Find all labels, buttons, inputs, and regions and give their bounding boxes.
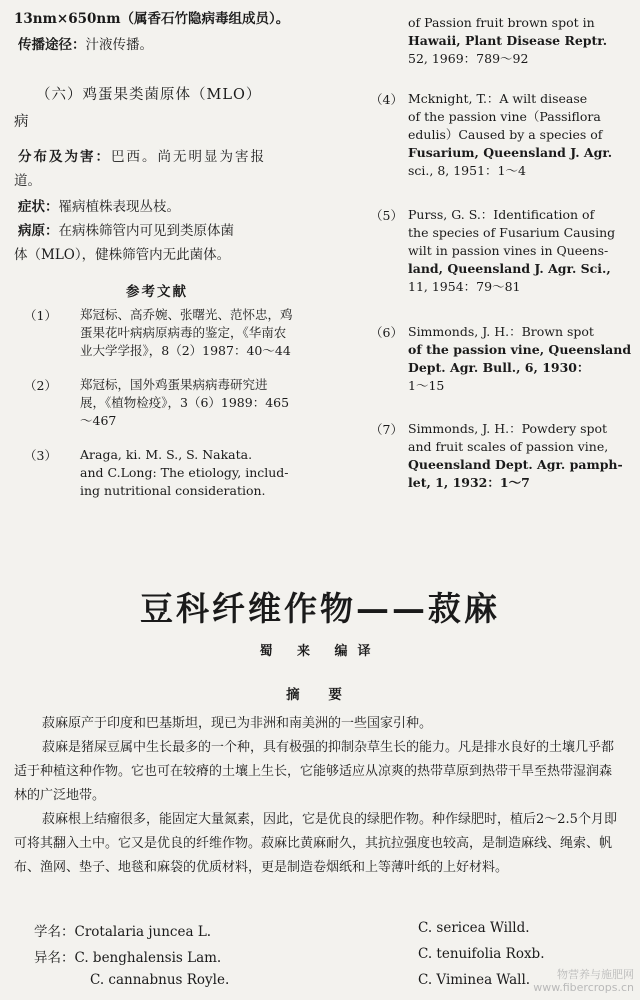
reference-number: （2）: [24, 378, 57, 393]
distribution-text: 巴西。尚无明显为害报: [111, 149, 266, 165]
reference-continuation: [408, 14, 607, 68]
symptom-paragraph: [18, 198, 180, 216]
reference-line: 1～15: [408, 378, 445, 393]
reference-line: Araga, ki. M. S., S. Nakata.: [80, 447, 253, 462]
scientific-name-value: Crotalaria juncea L.: [74, 924, 212, 940]
pathogen-text: 在病株筛管内可见到类原体菌: [58, 223, 234, 239]
reference-number: （3）: [24, 448, 57, 463]
synonym-value: C. Viminea Wall.: [418, 972, 531, 988]
reference-line: Simmonds, J. H.：Brown spot: [408, 324, 594, 339]
site-watermark: [533, 968, 634, 994]
reference-line: and C.Long: The etiology, includ-: [80, 465, 289, 480]
reference-number: （1）: [24, 308, 57, 323]
reference-entry: [408, 420, 623, 492]
reference-line: 11, 1954：79～81: [408, 279, 521, 294]
reference-line: 业大学学报》，8（2）1987：40～44: [80, 343, 291, 358]
spread-paragraph: [18, 36, 153, 54]
reference-line: sci., 8, 1951：1～4: [408, 163, 526, 178]
distribution-text-cont: 道。: [14, 173, 41, 189]
reference-line: of Passion fruit brown spot in: [408, 15, 595, 30]
synonym-value: C. cannabnus Royle.: [90, 972, 230, 988]
reference-line: of the passion vine（Passiflora: [408, 109, 601, 124]
article-author: 蜀 来 编译: [259, 644, 381, 659]
pathogen-text-cont: 体（MLO），健株筛管内无此菌体。: [14, 247, 231, 263]
reference-entry: [408, 206, 615, 296]
abstract-paragraph: 菽麻原产于印度和巴基斯坦，现已为非洲和南美洲的一些国家引种。: [42, 716, 433, 731]
reference-entry: [80, 376, 289, 430]
reference-line: Dept. Agr. Bull., 6, 1930：: [408, 360, 590, 375]
symptom-label: 症状：: [18, 199, 59, 215]
reference-line: Hawaii, Plant Disease Reptr.: [408, 33, 608, 48]
reference-line: wilt in passion vines in Queens-: [408, 243, 609, 258]
reference-line: Purss, G. S.：Identification of: [408, 207, 595, 222]
virus-size-line: 13nm×650nm（属香石竹隐病毒组成员）。: [14, 11, 290, 27]
distribution-label: 分布及为害：: [18, 149, 111, 165]
abstract-paragraph: 菽麻是猪屎豆属中生长最多的一个种，具有极强的抑制杂草生长的能力。凡是排水良好的土壤几乎都适于种植这种作物。它也可在较瘠的土壤上生长，它能够适应从凉爽的热带草原到热带干旱至热带湿润森林的广泛地带。: [14, 740, 615, 803]
reference-line: 郑冠标、高乔婉、张曙光、范怀忠，鸡: [80, 307, 293, 322]
references-heading: 参考文献: [126, 284, 188, 300]
reference-line: 展，《植物检疫》，3（6）1989：465: [80, 395, 290, 410]
distribution-paragraph: [18, 148, 266, 166]
reference-line: ing nutritional consideration.: [80, 483, 266, 498]
symptom-text: 罹病植株表现丛枝。: [58, 199, 180, 215]
reference-line: land, Queensland J. Agr. Sci.,: [408, 261, 611, 276]
reference-number: （4）: [370, 92, 403, 107]
reference-line: ～467: [80, 413, 117, 428]
reference-number: （5）: [370, 208, 403, 223]
reference-line: Fusarium, Queensland J. Agr.: [408, 145, 613, 160]
reference-entry: [80, 306, 293, 360]
synonym-label: 异名：: [34, 950, 75, 966]
abstract-paragraph: 菽麻根上结瘤很多，能固定大量氮素，因此，它是优良的绿肥作物。种作绿肥时，植后2～2.5个月即可将其翻入土中。它又是优良的纤维作物。菽麻比黄麻耐久，其抗拉强度也较高，是制造麻线、绳索、帆布、渔网、垫子、地毯和麻袋的优质材料，更是制造卷烟纸和上等薄叶纸的上好材料。: [14, 812, 617, 875]
spread-text: 汁液传播。: [85, 37, 153, 53]
reference-line: 52, 1969：789～92: [408, 51, 529, 66]
reference-line: let, 1, 1932：1～7: [408, 475, 530, 490]
scientific-name-label: 学名：: [34, 924, 75, 940]
synonym-value: C. sericea Willd.: [418, 920, 530, 936]
synonym-line: [34, 946, 221, 966]
section-heading-mlo: （六）鸡蛋果类菌原体（MLO）: [36, 87, 262, 103]
reference-line: Mcknight, T.：A wilt disease: [408, 91, 588, 106]
reference-line: 蛋果花叶病病原病毒的鉴定，《华南农: [80, 325, 287, 340]
section-heading-cont: 病: [14, 114, 29, 130]
reference-number: （7）: [370, 422, 403, 437]
article-title: 豆科纤维作物——菽麻: [140, 589, 500, 628]
pathogen-label: 病原：: [18, 223, 59, 239]
reference-line: of the passion vine, Queensland: [408, 342, 632, 357]
reference-line: 郑冠标，国外鸡蛋果病病毒研究进: [80, 377, 268, 392]
watermark-url: www.fibercrops.cn: [533, 981, 634, 994]
synonym-value: C. benghalensis Lam.: [74, 950, 222, 966]
scientific-name: [34, 920, 211, 940]
reference-line: Queensland Dept. Agr. pamph-: [408, 457, 623, 472]
reference-line: Simmonds, J. H.：Powdery spot: [408, 421, 608, 436]
abstract-heading: 摘 要: [286, 687, 354, 703]
spread-label: 传播途径：: [18, 37, 86, 53]
synonym-value: C. tenuifolia Roxb.: [418, 946, 545, 962]
watermark-line: 物营养与施肥网: [557, 968, 634, 981]
reference-line: edulis）Caused by a species of: [408, 127, 603, 142]
pathogen-paragraph: [18, 222, 234, 240]
reference-line: and fruit scales of passion vine,: [408, 439, 609, 454]
reference-entry: [408, 90, 612, 180]
reference-entry: [80, 446, 289, 500]
reference-number: （6）: [370, 325, 403, 340]
reference-line: the species of Fusarium Causing: [408, 225, 616, 240]
reference-entry: [408, 323, 631, 395]
